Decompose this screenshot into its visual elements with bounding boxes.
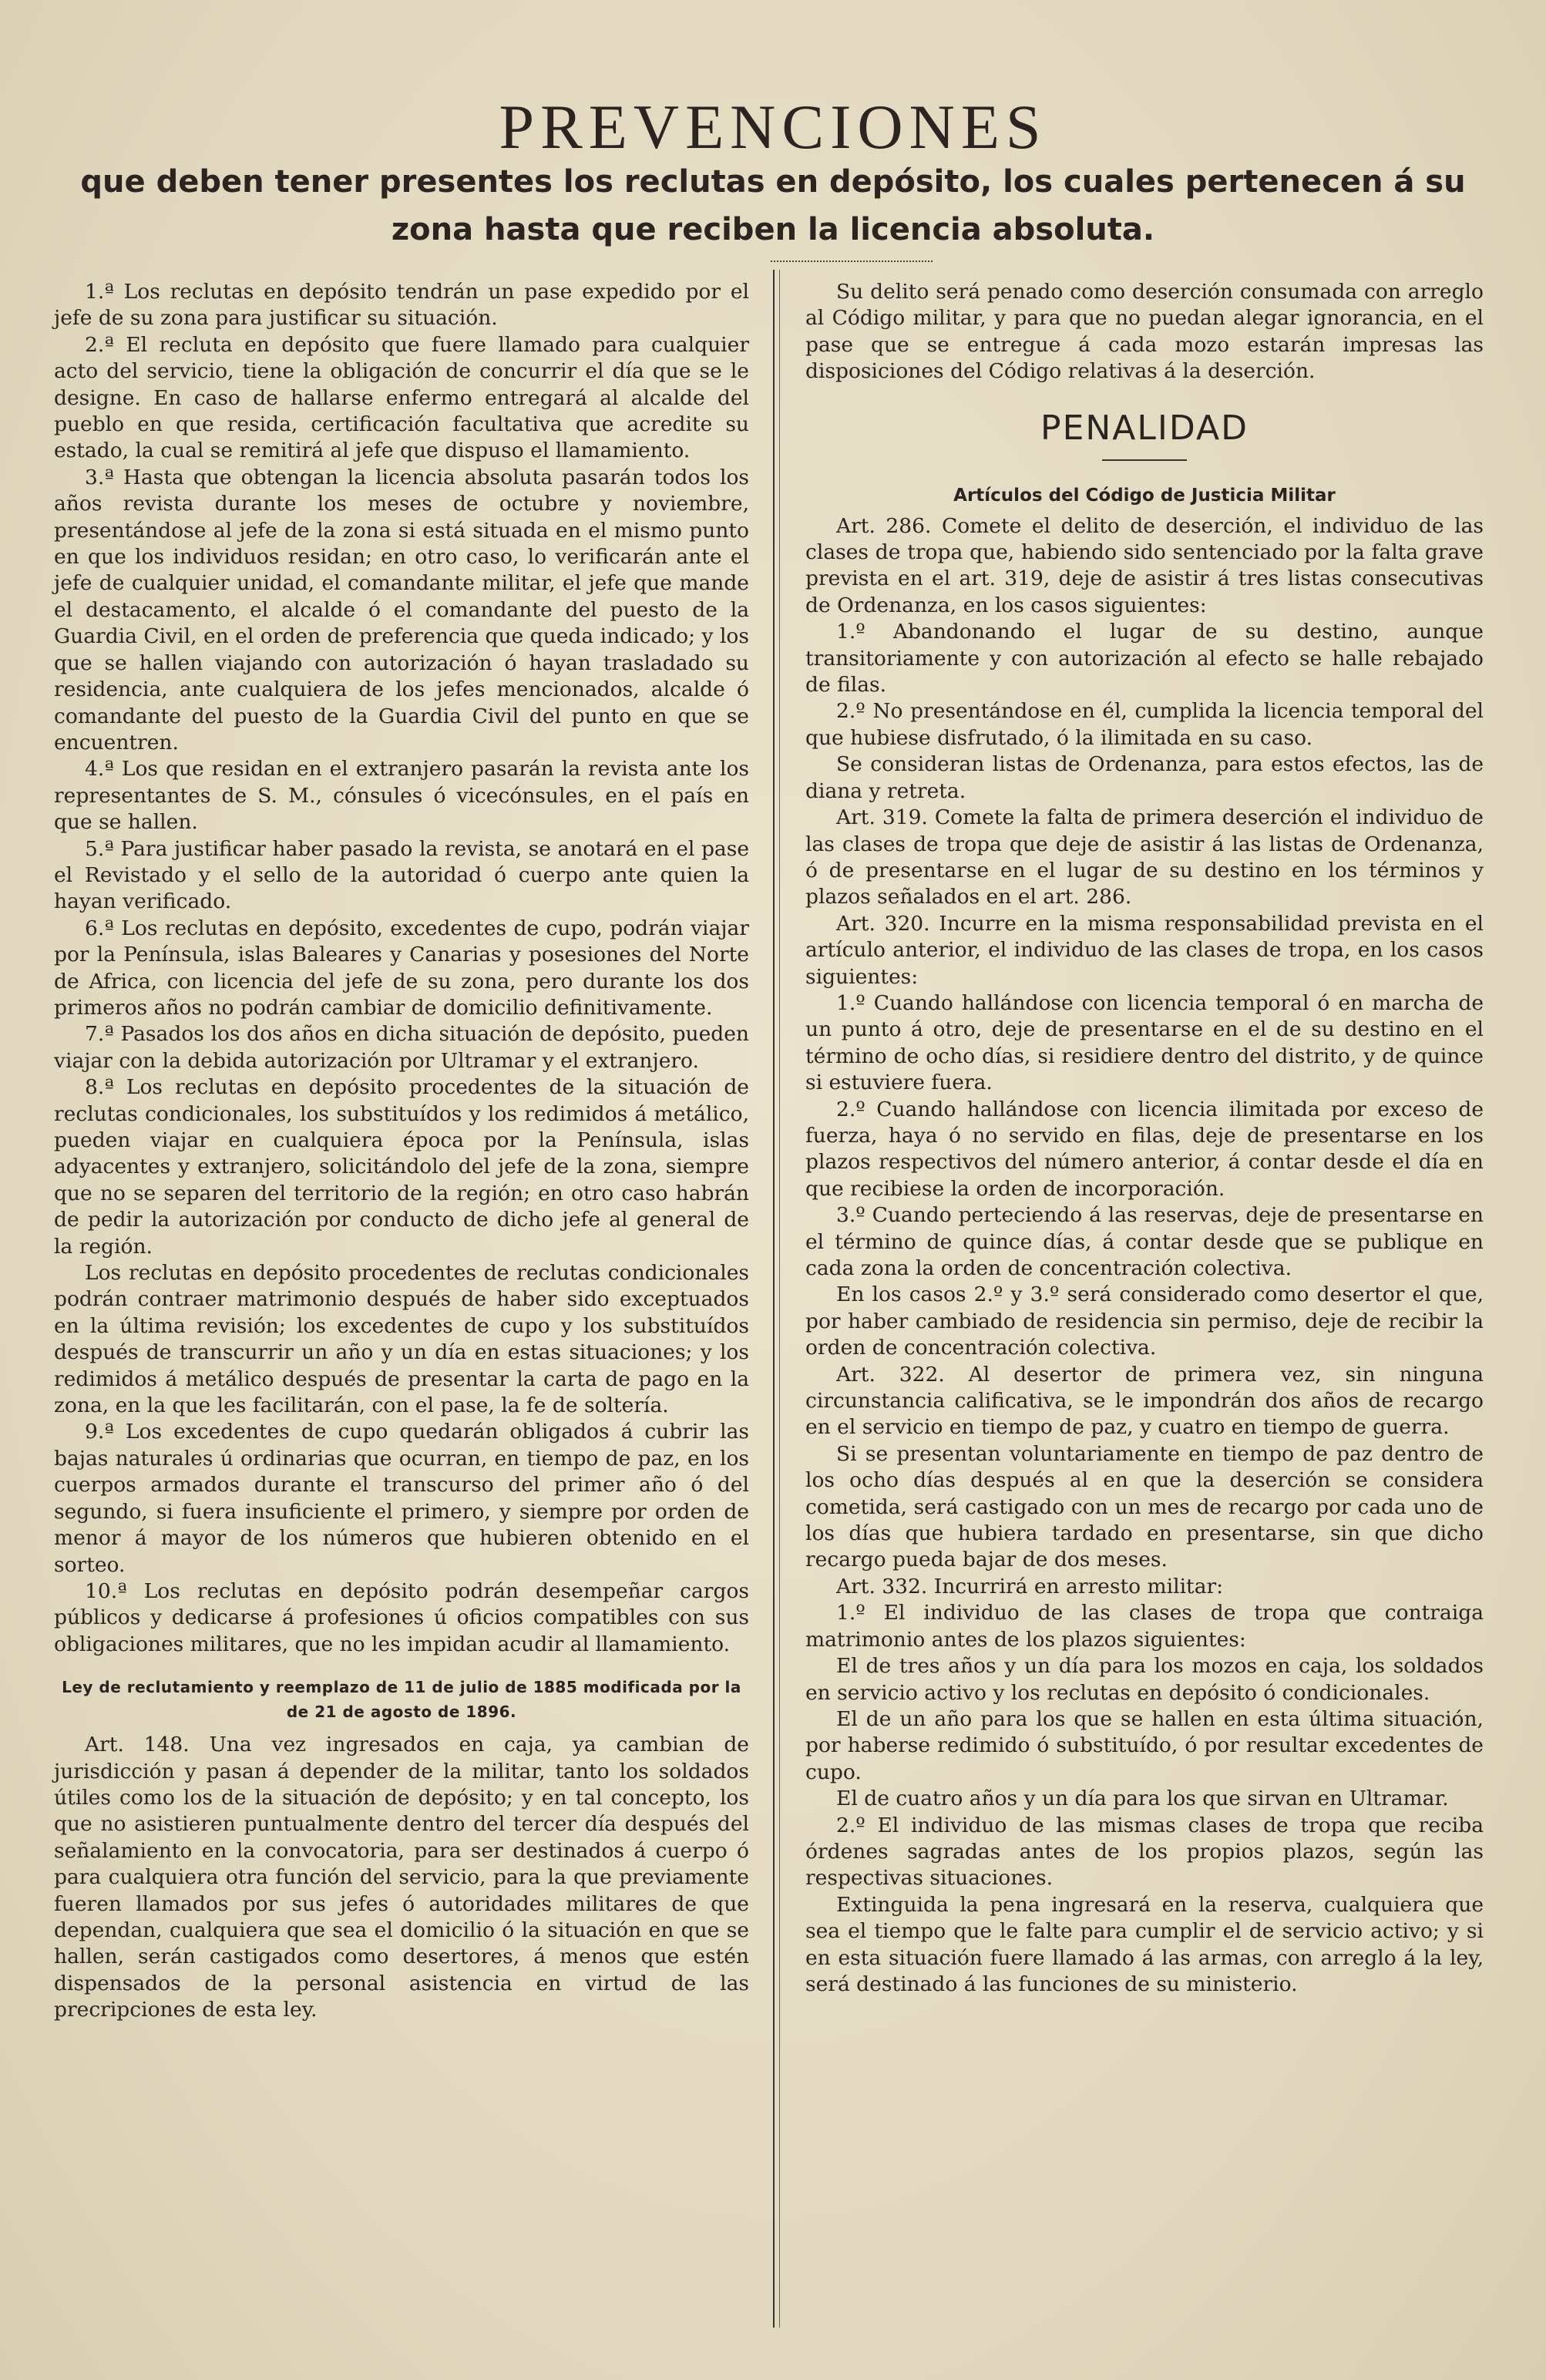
article-320: Art. 320. Incurre en la misma responsabilidad prevista en el artículo anterior, el individuo de las clases de tropa, en los casos siguientes:: [805, 911, 1484, 989]
article-286-note: Se consideran listas de Ordenanza, para estos efectos, las de diana y retreta.: [805, 752, 1484, 803]
prevencion-6: 6.ª Los reclutas en depósito, excedentes de cupo, podrán viajar por la Península, islas Baleares y Canarias y posesiones del Norte de Africa, con licencia del jefe de su zona, pero durante los dos primeros años no podrán cambiar de domicilio definitivamente.: [54, 916, 749, 1020]
article-320-case-1: 1.º Cuando hallándose con licencia temporal ó en marcha de un punto á otro, deje de presentarse en el de su destino en el término de ocho días, si residiere dentro del distrito, y de quince si estuviere fuera.: [805, 990, 1484, 1095]
prevencion-8-cont: Los reclutas en depósito procedentes de reclutas condicionales podrán contraer matrimonio después de haber sido exceptuados en la última revisión; los excedentes de cupo y los substituídos después de transcurrir un año y un día en estas situaciones; y los redimidos á metálico después de presentar la carta de pago en la zona, en la que les facilitarán, con el pase, la fe de soltería.: [54, 1261, 749, 1418]
prevencion-3: 3.ª Hasta que obtengan la licencia absoluta pasarán todos los años revista durante los meses de octubre y noviembre, presentándose al jefe de la zona si está situada en el mismo punto en que los individuos residan; en otro caso, lo verificarán ante el jefe de cualquier unidad, el comandante militar, el jefe que mande el destacamento, el alcalde ó el comandante del puesto de la Guardia Civil, en el orden de preferencia que queda indicado; y los que se hallen viajando con autorización ó hayan trasladado su residencia, ante cualquiera de los jefes mencionados, alcalde ó comandante del puesto de la Guardia Civil del punto en que se encuentren.: [54, 465, 749, 755]
article-320-case-3: 3.º Cuando perteciendo á las reservas, deje de presentarse en el término de quince días, á contar desde que se publique en cada zona la orden de concentración colectiva.: [805, 1203, 1484, 1280]
right-column: [805, 279, 1484, 1998]
prevencion-2: 2.ª El recluta en depósito que fuere llamado para cualquier acto del servicio, tiene la obligación de concurrir el día que se le designe. En caso de hallarse enfermo entregará al alcalde del pueblo en que resida, certificación facultativa que acredite su estado, la cual se remitirá al jefe que dispuso el llamamiento.: [54, 332, 749, 463]
column-divider-inner: [779, 270, 780, 2328]
article-332-case-1: 1.º El individuo de las clases de tropa que contraiga matrimonio antes de los plazos siguientes:: [805, 1601, 1484, 1652]
document-title: PREVENCIONES: [499, 92, 1047, 162]
article-286: Art. 286. Comete el delito de deserción, el individuo de las clases de tropa que, habiendo sido sentenciado por la falta grave prevista en el art. 319, deje de asistir á tres listas consecutivas de Ordenanza, en los casos siguientes:: [805, 513, 1484, 617]
article-148: Art. 148. Una vez ingresados en caja, ya cambian de jurisdicción y pasan á depender de la militar, tanto los soldados útiles como los de la situación de depósito; y en tal concepto, los que no asistieren puntualmente dentro del tercer día después del señalamiento en la convocatoria, para ser destinados á cuerpo ó para cualquiera otra función del servicio, para la que previamente fueren llamados por sus jefes ó autoridades militares de que dependan, cualquiera que sea el domicilio ó la situación en que se hallen, serán castigados como desertores, á menos que estén dispensados de la personal asistencia en virtud de las precripciones de esta ley.: [54, 1733, 749, 2022]
law-heading: Ley de reclutamiento y reemplazo de 11 de julio de 1885 modificada por la de 21 de agosto de 1896.: [62, 1678, 741, 1722]
prevencion-9: 9.ª Los excedentes de cupo quedarán obligados á cubrir las bajas naturales ú ordinarias que ocurran, en tiempo de paz, en los cuerpos armados durante el transcurso del primer año ó del segundo, si fuera insuficiente el primero, y siempre por orden de menor á mayor de los números que hubieren obtenido en el sorteo.: [54, 1420, 749, 1577]
column-divider: [773, 270, 775, 2328]
prevencion-1: 1.ª Los reclutas en depósito tendrán un pase expedido por el jefe de su zona para justificar su situación.: [54, 280, 749, 331]
article-320-case-2: 2.º Cuando hallándose con licencia ilimitada por exceso de fuerza, haya ó no servido en filas, deje de presentarse en los plazos respectivos del número anterior, á contar desde el día en que recibiese la orden de incorporación.: [805, 1097, 1484, 1201]
article-286-case-2: 2.º No presentándose en él, cumplida la licencia temporal del que hubiese disfrutado, ó la ilimitada en su caso.: [805, 699, 1484, 750]
article-322: Art. 322. Al desertor de primera vez, sin ninguna circunstancia calificativa, se le impondrán dos años de recargo en el servicio en tiempo de paz, y cuatro en tiempo de guerra.: [805, 1362, 1484, 1440]
article-286-case-1: 1.º Abandonando el lugar de su destino, aunque transitoriamente y con autorización al efecto se halle rebajado de filas.: [805, 620, 1484, 698]
prevencion-10: 10.ª Los reclutas en depósito podrán desempeñar cargos públicos y dedicarse á profesiones ú oficios compatibles con sus obligaciones militares, que no les impidan acudir al llamamiento.: [54, 1578, 749, 1656]
penalty-rule: [1102, 459, 1187, 461]
ornamental-rule: [771, 261, 933, 268]
left-column: [54, 279, 749, 2024]
article-332-term-1: El de tres años y un día para los mozos en caja, los soldados en servicio activo y los reclutas en depósito ó condicionales.: [805, 1654, 1484, 1705]
article-319: Art. 319. Comete la falta de primera deserción el individuo de las clases de tropa que deje de asistir á las listas de Ordenanza, ó de presentarse en el lugar de su destino en los términos y plazos señalados en el art. 286.: [805, 805, 1484, 909]
penalty-heading: PENALIDAD: [1040, 408, 1249, 448]
article-332-term-2: El de un año para los que se hallen en esta última situación, por haberse redimido ó substituído, ó por resultar excedentes de cupo.: [805, 1706, 1484, 1784]
document-subtitle: que deben tener presentes los reclutas en depósito, los cuales pertenecen á su zona hasta que reciben la licencia absoluta.: [80, 164, 1466, 247]
article-332-case-2: 2.º El individuo de las mismas clases de tropa que reciba órdenes sagradas antes de los propios plazos, según las respectivas situaciones.: [805, 1813, 1484, 1891]
article-322-cont: Si se presentan voluntariamente en tiempo de paz dentro de los ocho días después al en que la deserción se considera cometida, será castigado con un mes de recargo por cada uno de los días que hubiera tardado en presentarse, sin que dicho recargo pueda bajar de dos meses.: [805, 1441, 1484, 1572]
intro-paragraph: Su delito será penado como deserción consumada con arreglo al Código militar, y para que no puedan alegar ignorancia, en el pase que se entregue á cada mozo estarán impresas las disposiciones del Código relativas á la deserción.: [805, 280, 1484, 384]
prevencion-8: 8.ª Los reclutas en depósito procedentes de la situación de reclutas condicionales, los substituídos y los redimidos á metálico, pueden viajar en cualquiera época por la Península, islas adyacentes y extranjero, solicitándolo del jefe de la zona, siempre que no se separen del territorio de la región; en otro caso habrán de pedir la autorización por conducto de dicho jefe al general de la región.: [54, 1075, 749, 1259]
articles-heading: Artículos del Código de Justicia Militar: [953, 485, 1336, 506]
article-320-note: En los casos 2.º y 3.º será considerado como desertor el que, por haber cambiado de residencia sin permiso, deje de recibir la orden de concentración colectiva.: [805, 1282, 1484, 1360]
prevencion-7: 7.ª Pasados los dos años en dicha situación de depósito, pueden viajar con la debida autorización por Ultramar y el extranjero.: [54, 1022, 749, 1073]
prevencion-4: 4.ª Los que residan en el extranjero pasarán la revista ante los representantes de S. M., cónsules ó vicecónsules, en el país en que se hallen.: [54, 757, 749, 835]
article-332-final: Extinguida la pena ingresará en la reserva, cualquiera que sea el tiempo que le falte para cumplir el de servicio activo; y si en esta situación fuere llamado á las armas, con arreglo á la ley, será destinado á las funciones de su ministerio.: [805, 1892, 1484, 1996]
article-332: Art. 332. Incurrirá en arresto militar:: [836, 1574, 1224, 1598]
prevencion-5: 5.ª Para justificar haber pasado la revista, se anotará en el pase el Revistado y el sello de la autoridad ó cuerpo ante quien la hayan verificado.: [54, 836, 749, 914]
article-332-term-3: El de cuatro años y un día para los que sirvan en Ultramar.: [836, 1787, 1449, 1811]
